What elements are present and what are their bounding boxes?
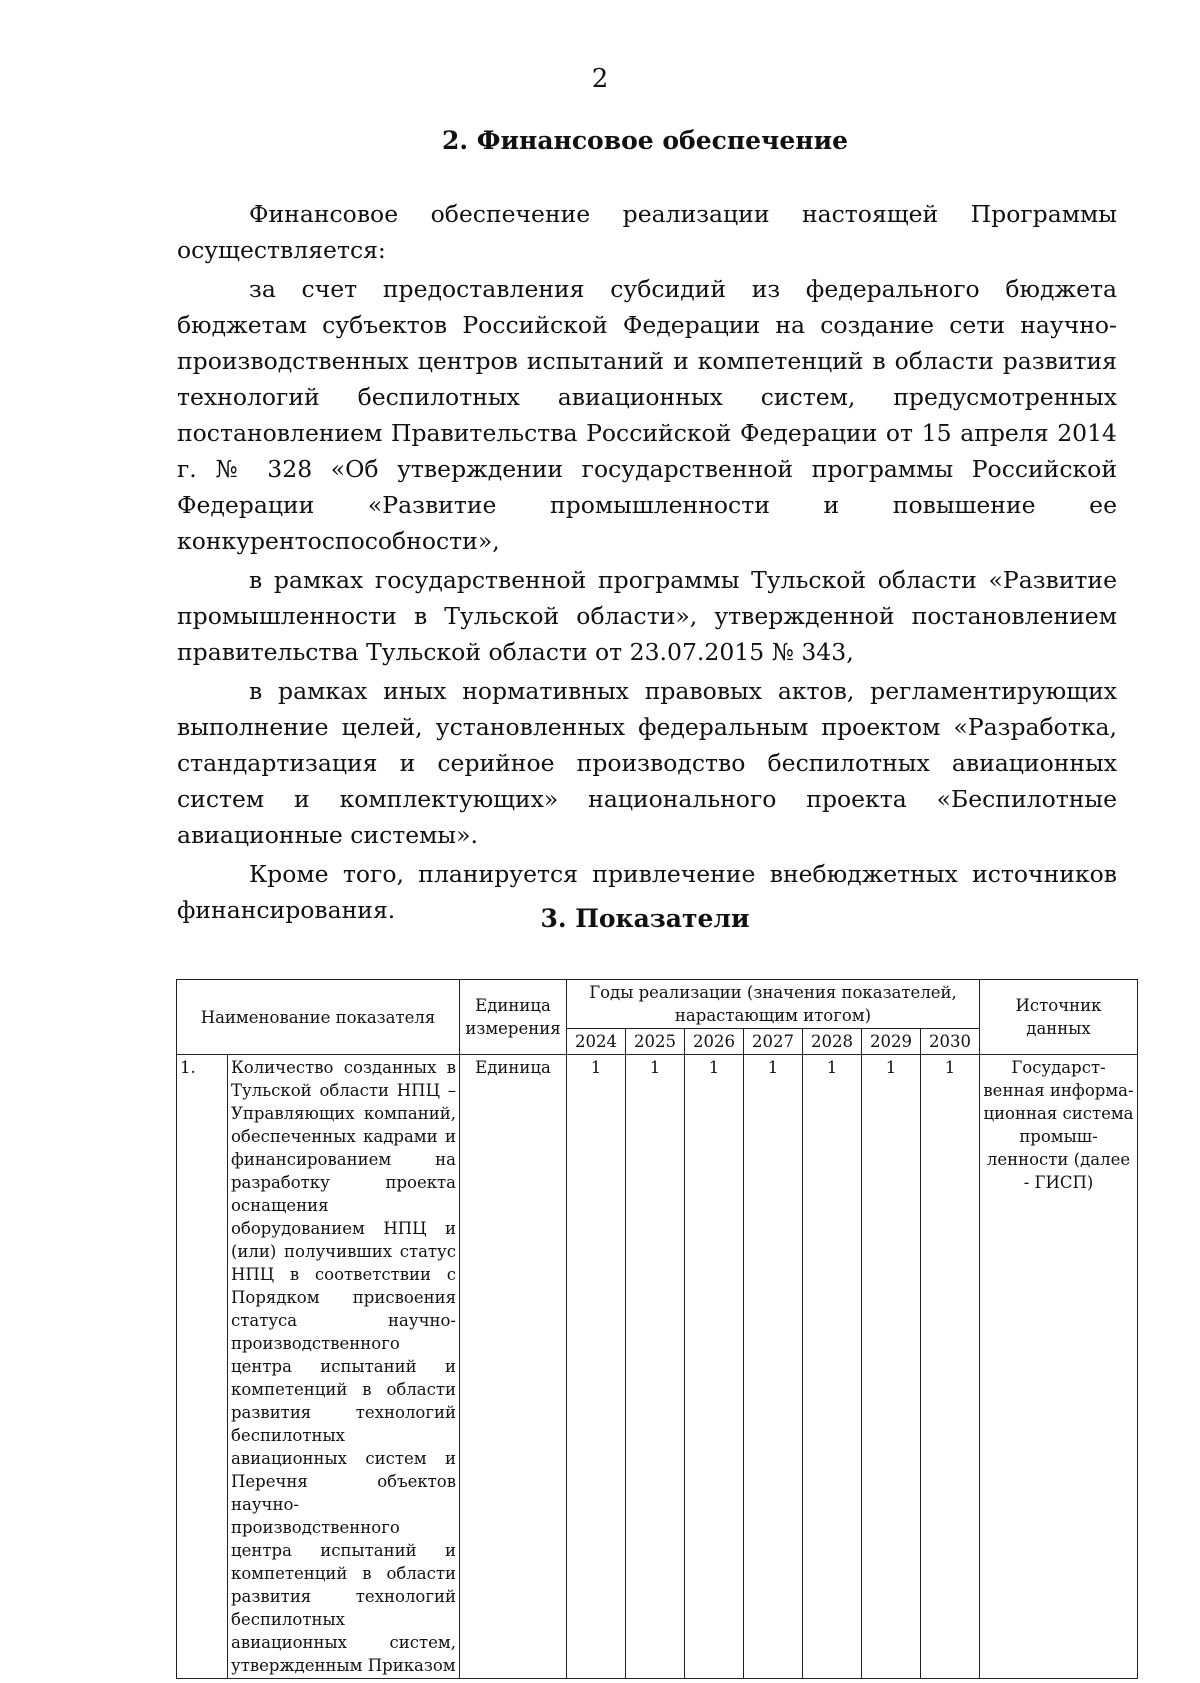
row-value: 1 — [862, 1055, 921, 1679]
section-3-title: 3. Показатели — [540, 904, 750, 933]
section-2-body — [177, 196, 1117, 928]
table-row — [177, 1055, 1138, 1679]
header-year: 2030 — [921, 1029, 980, 1055]
row-value: 1 — [744, 1055, 803, 1679]
row-value: 1 — [685, 1055, 744, 1679]
paragraph: Кроме того, планируется привлечение внебюджетных источников финансирования. — [177, 860, 1117, 924]
header-years-group: Годы реализации (значения показателей, нарастающим итогом) — [567, 980, 980, 1029]
header-year: 2029 — [862, 1029, 921, 1055]
page-number: 2 — [591, 64, 609, 94]
header-year: 2028 — [803, 1029, 862, 1055]
row-value: 1 — [921, 1055, 980, 1679]
table-header-row — [177, 980, 1138, 1029]
header-year: 2024 — [567, 1029, 626, 1055]
indicators-table — [176, 979, 1138, 1679]
header-year: 2026 — [685, 1029, 744, 1055]
row-source: Государст-венная информа-ционная система промыш-ленности (далее - ГИСП) — [980, 1055, 1138, 1679]
header-year: 2027 — [744, 1029, 803, 1055]
header-name: Наименование показателя — [177, 980, 460, 1055]
header-source: Источник данных — [980, 980, 1138, 1055]
row-value: 1 — [626, 1055, 685, 1679]
header-year: 2025 — [626, 1029, 685, 1055]
row-indicator-name: Количество созданных в Тульской области НПЦ – Управляющих компаний, обеспеченных кадрами и финансированием на разработку проекта оснащения оборудованием НПЦ и (или) получивших статус НПЦ в соответствии с Порядком присвоения статуса научно-производственного центра испытаний и компетенций в области развития технологий беспилотных авиационных систем и Перечня объектов научно-производственного центра испытаний и компетенций в области развития технологий беспилотных авиационных систем, утвержденным Приказом — [228, 1055, 460, 1679]
paragraph: за счет предоставления субсидий из федерального бюджета бюджетам субъектов Российской Федерации на создание сети научно-производственных центров испытаний и компетенций в области развития технологий беспилотных авиационных систем, предусмотренных постановлением Правительства Российской Федерации от 15 апреля 2014 г. № 328 «Об утверждении государственной программы Российской Федерации «Развитие промышленности и повышение ее конкурентоспособности», — [177, 275, 1117, 555]
section-2-title: 2. Финансовое обеспечение — [441, 126, 849, 155]
row-number: 1. — [177, 1055, 228, 1679]
paragraph: в рамках государственной программы Тульской области «Развитие промышленности в Тульской области», утвержденной постановлением правительства Тульской области от 23.07.2015 № 343, — [177, 566, 1117, 666]
row-value: 1 — [567, 1055, 626, 1679]
row-unit: Единица — [460, 1055, 567, 1679]
paragraph: в рамках иных нормативных правовых актов, регламентирующих выполнение целей, установленных федеральным проектом «Разработка, стандартизация и серийное производство беспилотных авиационных систем и комплектующих» национального проекта «Беспилотные авиационные системы». — [177, 677, 1117, 849]
header-unit: Единица измерения — [460, 980, 567, 1055]
paragraph: Финансовое обеспечение реализации настоящей Программы осуществляется: — [177, 200, 1117, 264]
row-value: 1 — [803, 1055, 862, 1679]
